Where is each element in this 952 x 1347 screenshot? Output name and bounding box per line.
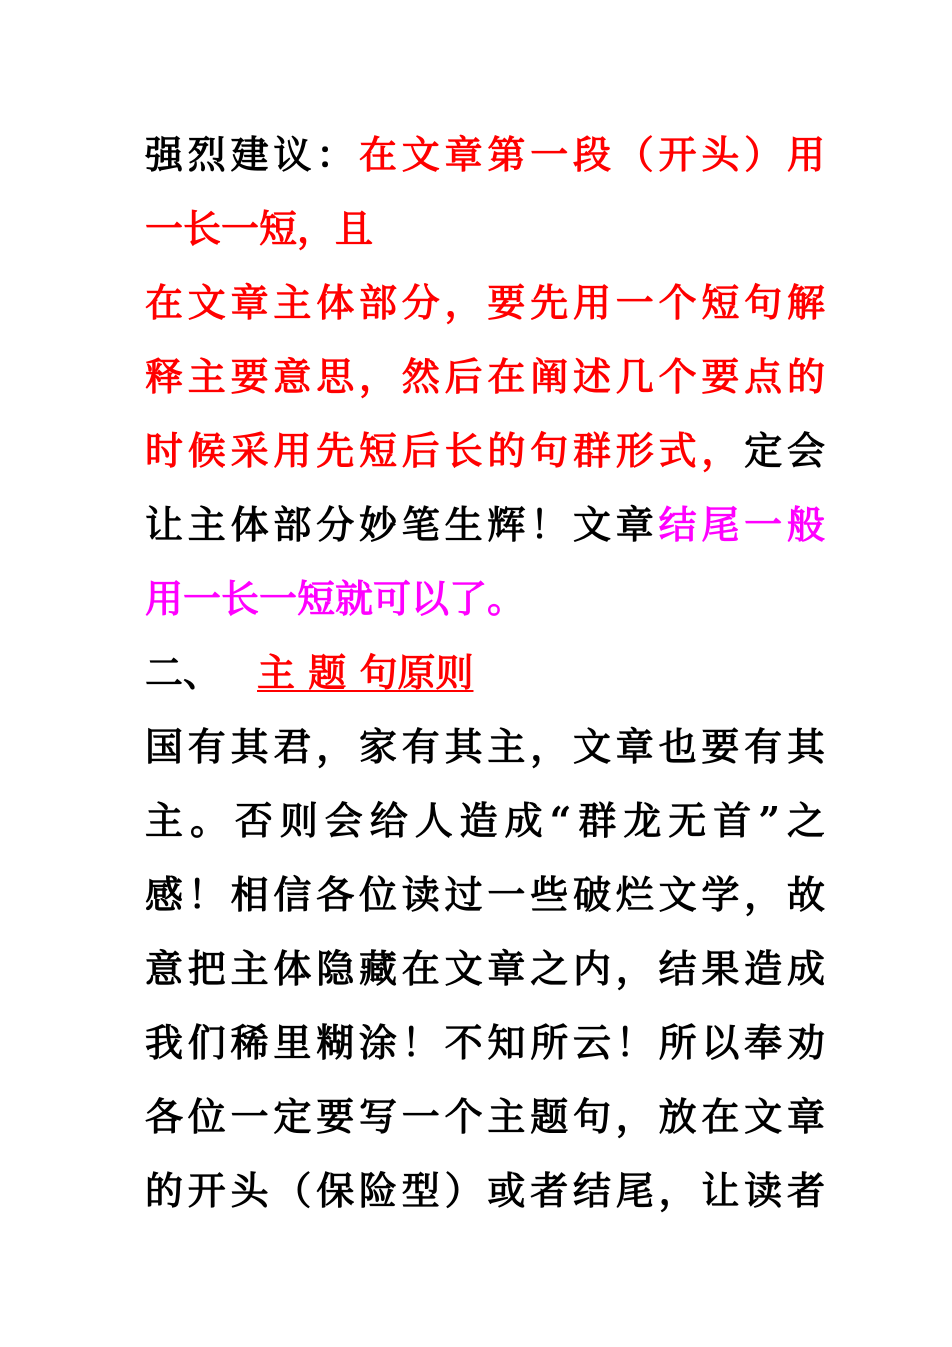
section-title: 主 题 句原则 (257, 650, 474, 695)
paragraph2-line (145, 1154, 825, 1228)
paragraph1-line1 (145, 118, 825, 192)
paragraph2-line (145, 710, 825, 784)
paragraph1-line2 (145, 192, 825, 266)
recommendation-opening-text-cont: 一长一短，且 (145, 206, 374, 251)
paragraph2-text: 的开头（保险型）或者结尾，让读者 (145, 1168, 825, 1213)
paragraph2-text: 感！相信各位读过一些破烂文学，故 (145, 872, 825, 917)
paragraph2-line (145, 858, 825, 932)
body-advice-text-end: 时候采用先短后长的句群形式， (145, 428, 745, 473)
paragraph2-text: 我们稀里糊涂！不知所云！所以奉劝 (145, 1020, 825, 1065)
section-number: 二、 (145, 650, 222, 695)
paragraph2-text: 主。否则会给人造成“群龙无首”之 (145, 798, 825, 843)
ending-advice-text: 结尾一般 (658, 502, 825, 547)
paragraph2-line (145, 1080, 825, 1154)
paragraph2-line (145, 784, 825, 858)
paragraph1-line3 (145, 266, 825, 340)
paragraph2-line (145, 932, 825, 1006)
body-advice-text: 在文章主体部分，要先用一个短句解 (145, 280, 825, 325)
paragraph2-text: 各位一定要写一个主题句，放在文章 (145, 1094, 825, 1139)
paragraph1-line5 (145, 414, 825, 488)
paragraph2-line (145, 1006, 825, 1080)
ending-advice-text-cont: 用一长一短就可以了。 (145, 576, 526, 621)
recommendation-opening-text: 在文章第一段（开头）用 (359, 132, 825, 177)
result-text-cont: 让主体部分妙笔生辉！文章 (145, 502, 659, 547)
paragraph1-line7 (145, 562, 825, 636)
recommendation-label: 强烈建议： (145, 132, 359, 177)
paragraph1-line4 (145, 340, 825, 414)
body-advice-text-cont: 释主要意思，然后在阐述几个要点的 (145, 354, 825, 399)
section-heading (145, 636, 825, 710)
result-text: 定会 (744, 428, 825, 473)
paragraph2-text: 国有其君，家有其主，文章也要有其 (145, 724, 825, 769)
paragraph1-line6 (145, 488, 825, 562)
paragraph2-text: 意把主体隐藏在文章之内，结果造成 (145, 946, 825, 991)
